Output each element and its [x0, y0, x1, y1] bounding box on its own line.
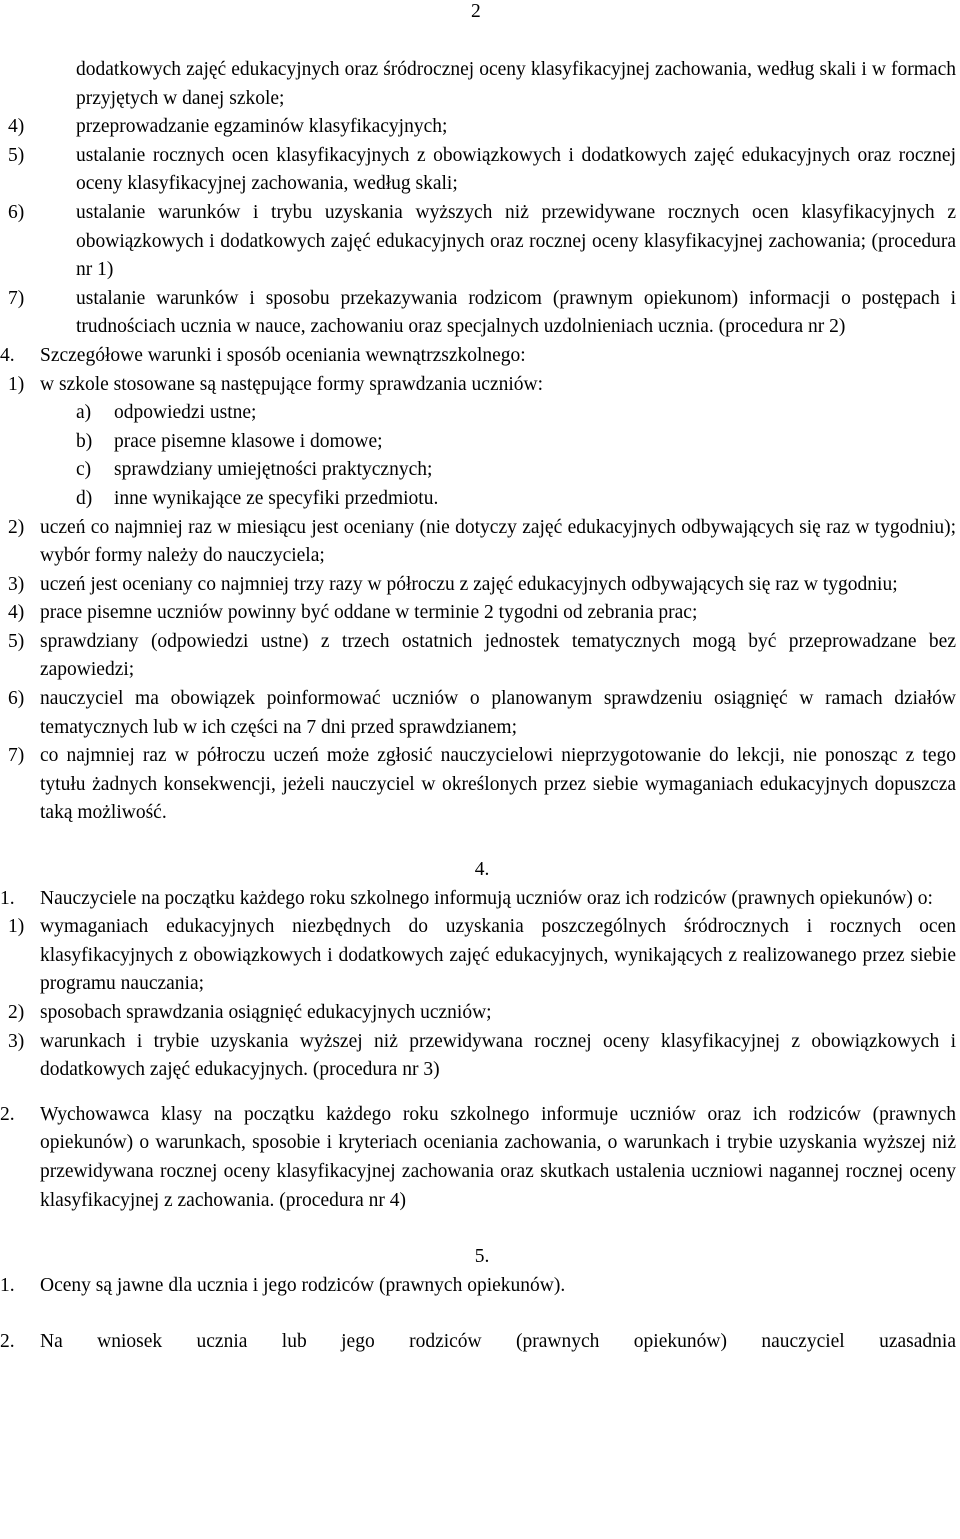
list-item-label: 5)	[8, 630, 25, 652]
list-item-label: 4)	[8, 116, 25, 138]
list-item-text: przeprowadzanie egzaminów klasyfikacyjnych;	[76, 116, 448, 138]
list-item	[8, 999, 956, 1028]
list-item-label: 1)	[8, 916, 25, 938]
list-item	[8, 685, 956, 742]
paragraph-label: 1.	[0, 887, 15, 909]
sub-item	[8, 399, 956, 428]
sub-item-label: a)	[76, 402, 92, 424]
list-item	[8, 371, 956, 400]
list-item-label: 2)	[8, 516, 25, 538]
sub-item-text: inne wynikające ze specyfiki przedmiotu.	[114, 487, 439, 509]
list-item-text: uczeń co najmniej raz w miesiącu jest oceniany (nie dotyczy zajęć edukacyjnych odbywających się raz w tygodniu); wybór formy należy do nauczyciela;	[40, 516, 956, 567]
page-number: 2	[471, 1, 481, 22]
list-item-label: 7)	[8, 287, 25, 309]
list-item-label: 5)	[8, 144, 25, 166]
list-item-text: w szkole stosowane są następujące formy sprawdzania uczniów:	[40, 373, 544, 395]
sub-item-label: d)	[76, 487, 93, 509]
list-item	[8, 571, 956, 600]
list-carryover-text: dodatkowych zajęć edukacyjnych oraz śródrocznej oceny klasyfikacyjnej zachowania, według skali i w formach przyjętych w danej szkole;	[76, 59, 956, 109]
list-item	[8, 913, 956, 999]
list-item-text: sposobach sprawdzania osiągnięć edukacyjnych uczniów;	[40, 1002, 492, 1023]
list-item-label: 7)	[8, 745, 25, 767]
list-item	[8, 142, 956, 199]
paragraph	[0, 1328, 956, 1357]
section-heading: 5.	[474, 1246, 490, 1268]
section-heading: 4.	[474, 859, 490, 881]
sub-item-text: odpowiedzi ustne;	[114, 402, 257, 424]
list-item	[8, 628, 956, 685]
list-item-text: uczeń jest oceniany co najmniej trzy razy w półroczu z zajęć edukacyjnych odbywających się raz w tygodniu;	[40, 573, 898, 595]
paragraph-text: Oceny są jawne dla ucznia i jego rodziców (prawnych opiekunów).	[40, 1274, 566, 1296]
list-item	[8, 1028, 956, 1085]
list-item-label: 1)	[8, 373, 25, 395]
list-item-text: sprawdziany (odpowiedzi ustne) z trzech ostatnich jednostek tematycznych mogą być przeprowadzane bez zapowiedzi;	[40, 630, 956, 681]
spacer	[8, 828, 956, 856]
paragraph	[0, 885, 956, 914]
list-item-label: 2)	[8, 1002, 25, 1023]
paragraph-text: Wychowawca klasy na początku każdego roku szkolnego informuje uczniów oraz ich rodziców (prawnych opiekunów) o warunkach, sposobie i kryteriach oceniania zachowania, o warunkach i trybie uzyskania wyższej niż przewidywana rocznej oceny klasyfikacyjnej zachowania oraz skutkach ustalenia uczniowi nagannej rocznej oceny klasyfikacyjnej z zachowania. (procedura nr 4)	[40, 1103, 956, 1211]
sub-item-label: b)	[76, 430, 93, 452]
list-item	[8, 113, 956, 142]
sub-item-text: sprawdziany umiejętności praktycznych;	[114, 459, 433, 481]
paragraph-label: 2.	[0, 1103, 15, 1125]
list-item-text: warunkach i trybie uzyskania wyższej niż przewidywana rocznej oceny klasyfikacyjnej z obowiązkowych i dodatkowych zajęć edukacyjnych. (procedura nr 3)	[40, 1030, 956, 1081]
paragraph-text: Na wniosek ucznia lub jego rodziców (prawnych opiekunów) nauczyciel uzasadnia	[40, 1331, 956, 1353]
list-item	[8, 199, 956, 285]
point-text: Szczegółowe warunki i sposób oceniania wewnątrzszkolnego:	[40, 344, 526, 366]
sub-item-text: prace pisemne klasowe i domowe;	[114, 430, 383, 452]
list-item	[8, 599, 956, 628]
list-item-text: co najmniej raz w półroczu uczeń może zgłosić nauczycielowi nieprzygotowanie do lekcji, nie ponosząc z tego tytułu żadnych konsekwencji, jeżeli nauczyciel w określonych przez siebie wymaganiach edukacyjnych dopuszcza taką możliwość.	[40, 745, 956, 824]
list-item	[8, 514, 956, 571]
sub-item	[8, 456, 956, 485]
list-item-text: ustalanie rocznych ocen klasyfikacyjnych z obowiązkowych i dodatkowych zajęć edukacyjnych oraz rocznej oceny klasyfikacyjnej zachowania, według skali;	[76, 144, 956, 195]
point-4	[0, 342, 956, 371]
sub-item-label: c)	[76, 459, 92, 481]
paragraph-label: 2.	[0, 1331, 15, 1353]
list-item-label: 6)	[8, 201, 25, 223]
list-item-label: 4)	[8, 602, 25, 624]
spacer	[8, 1300, 956, 1328]
list-item-text: wymaganiach edukacyjnych niezbędnych do uzyskania poszczególnych śródrocznych i rocznych ocen klasyfikacyjnych z obowiązkowych i dodatkowych zajęć edukacyjnych, wynikających z realizowanego przez siebie programu nauczania;	[40, 916, 956, 995]
list-item	[8, 285, 956, 342]
spacer	[8, 1085, 956, 1101]
list-item-label: 3)	[8, 1030, 25, 1052]
paragraph-label: 1.	[0, 1274, 15, 1296]
paragraph-text: Nauczyciele na początku każdego roku szkolnego informują uczniów oraz ich rodziców (prawnych opiekunów) o:	[40, 887, 933, 909]
list-item-label: 3)	[8, 573, 25, 595]
list-item-text: ustalanie warunków i sposobu przekazywania rodzicom (prawnym opiekunom) informacji o postępach i trudnościach ucznia w nauce, zachowaniu oraz specjalnych uzdolnieniach ucznia. (procedura nr 2)	[76, 287, 956, 338]
list-item-text: ustalanie warunków i trybu uzyskania wyższych niż przewidywane rocznych ocen klasyfikacyjnych z obowiązkowych i dodatkowych zajęć edukacyjnych oraz rocznej oceny klasyfikacyjnej zachowania; (procedura nr 1)	[76, 201, 956, 281]
list-item-text: prace pisemne uczniów powinny być oddane w terminie 2 tygodni od zebrania prac;	[40, 602, 698, 624]
sub-item	[8, 428, 956, 457]
list-item-label: 6)	[8, 688, 25, 710]
paragraph	[0, 1101, 956, 1215]
list-item-text: nauczyciel ma obowiązek poinformować uczniów o planowanym sprawdzeniu osiągnięć w ramach działów tematycznych lub w ich części na 7 dni przed sprawdzianem;	[40, 688, 956, 738]
paragraph	[0, 1272, 956, 1301]
point-label: 4.	[0, 344, 15, 366]
list-item	[8, 742, 956, 828]
spacer	[8, 1215, 956, 1243]
document-body	[0, 56, 956, 1357]
sub-item	[8, 485, 956, 514]
